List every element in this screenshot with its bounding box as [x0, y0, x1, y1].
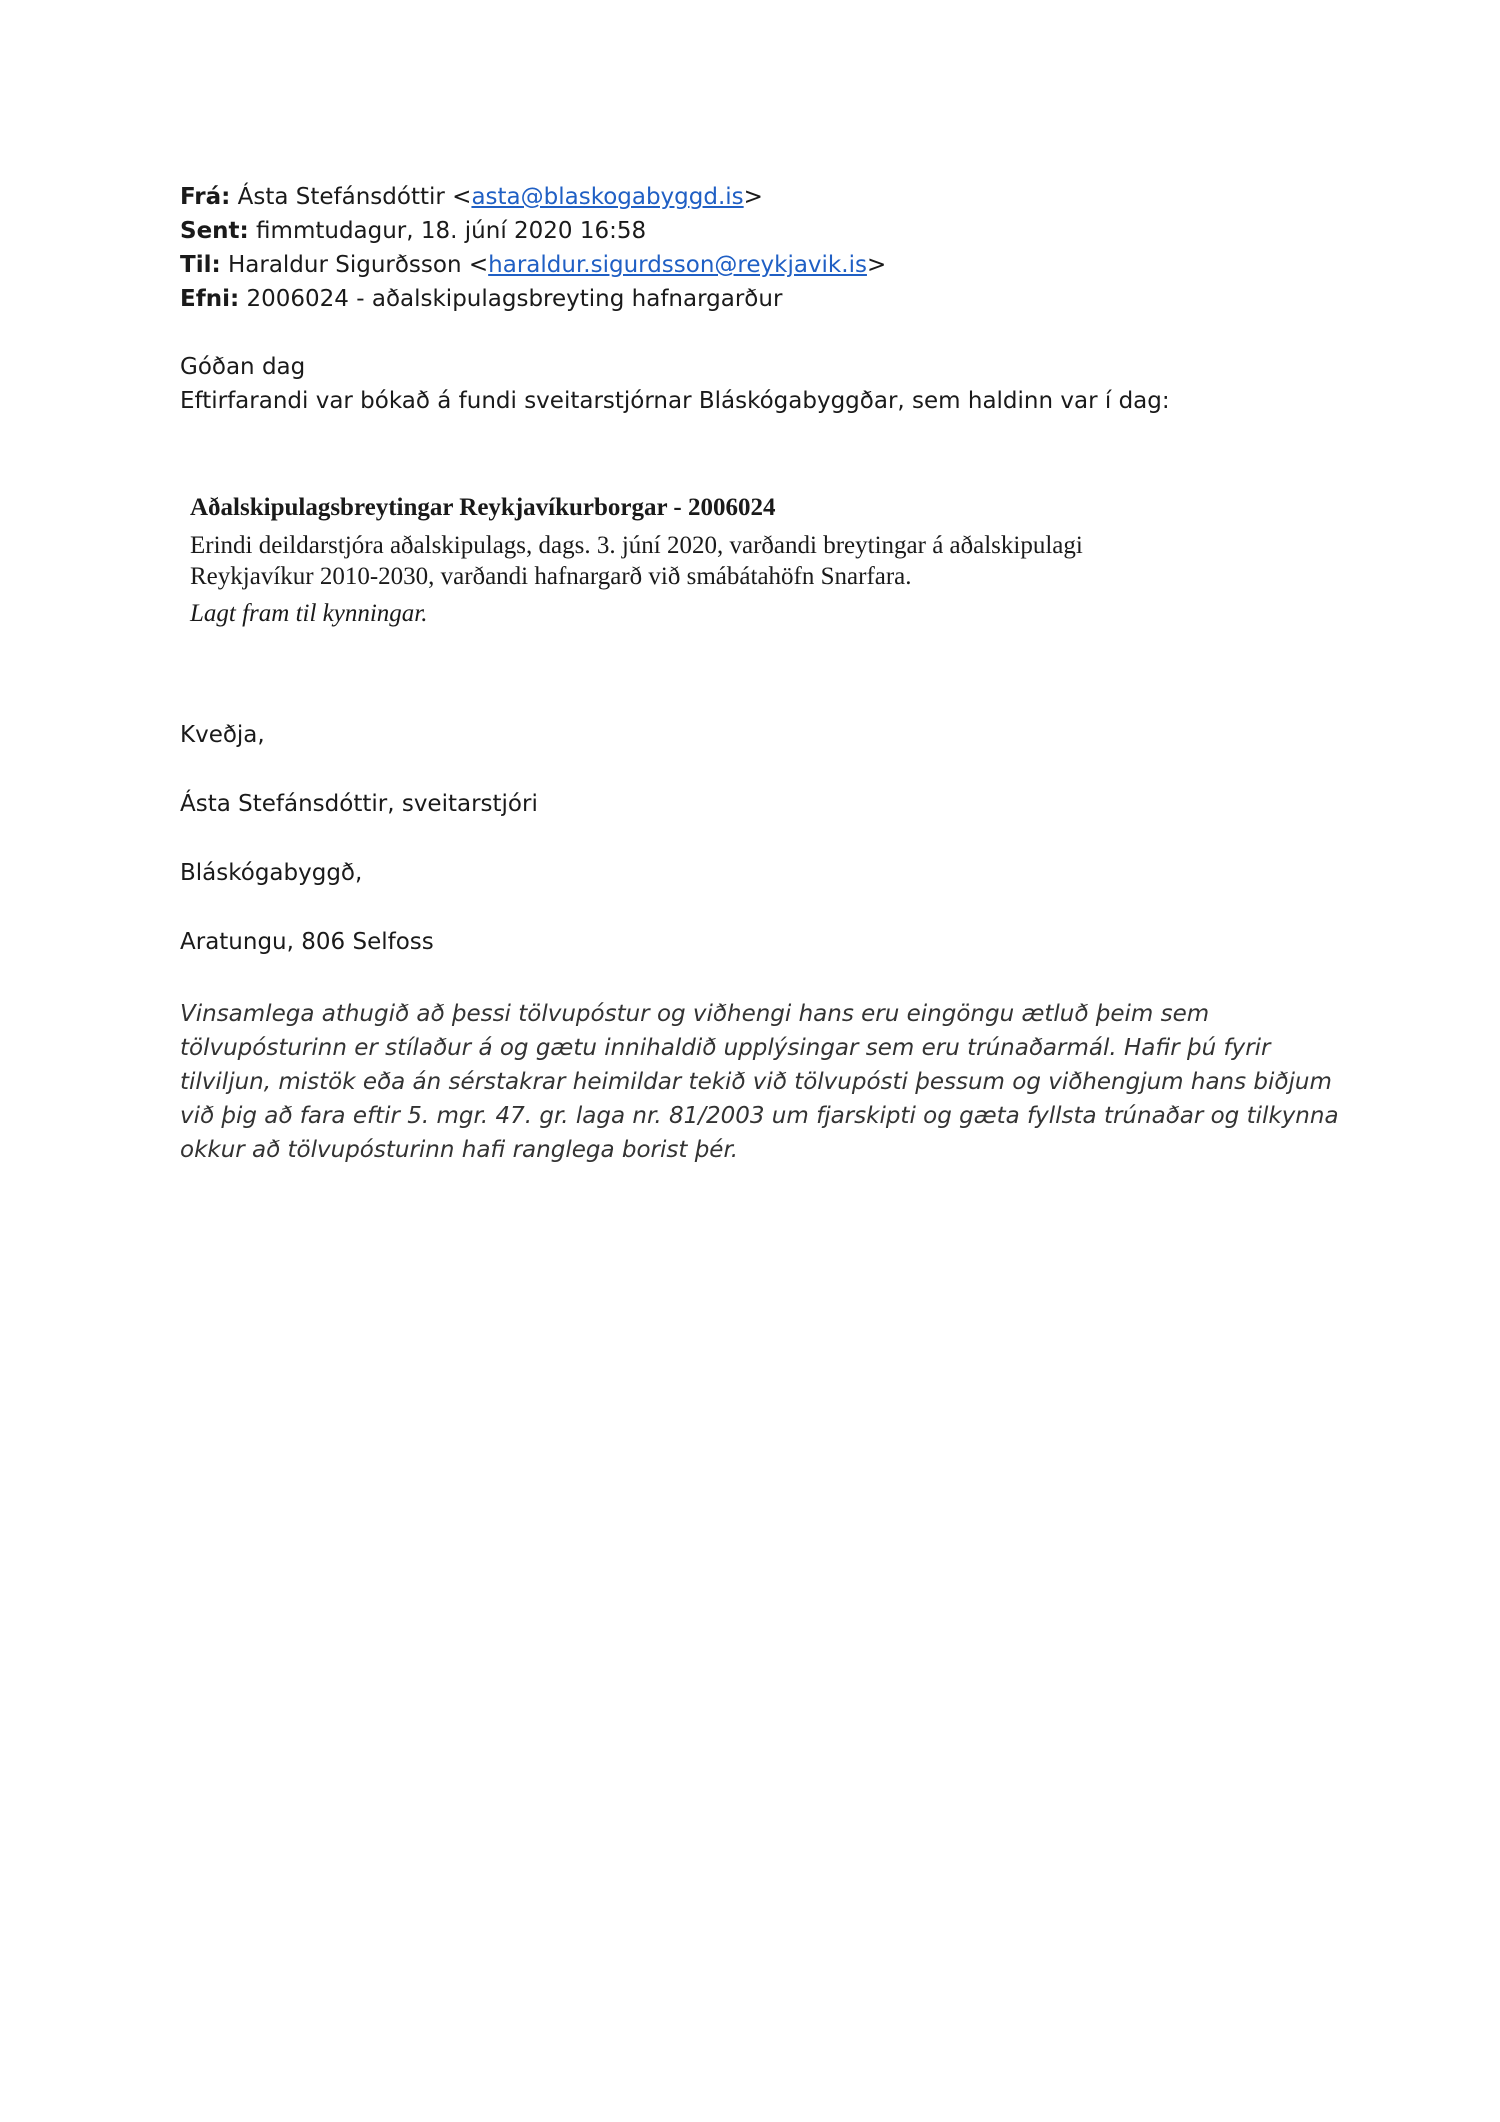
sent-value: fimmtudagur, 18. júní 2020 16:58: [256, 218, 647, 244]
minute-body-line-1: Erindi deildarstjóra aðalskipulags, dags. 3. júní 2020, varðandi breytingar á aðalskipulagi: [190, 532, 1083, 559]
disclaimer-line: við þig að fara eftir 5. mgr. 47. gr. laga nr. 81/2003 um fjarskipti og gæta fyllsta trúnaðar og tilkynna: [180, 1103, 1339, 1129]
signer-name-title: Ásta Stefánsdóttir, sveitarstjóri: [180, 791, 538, 817]
disclaimer-line: tilviljun, mistök eða án sérstakrar heimildar tekið við tölvupósti þessum og viðhengjum hans biðjum: [180, 1069, 1332, 1095]
from-line: [180, 180, 1360, 214]
greeting-line: Góðan dag: [180, 354, 306, 380]
subject-label: Efni:: [180, 286, 240, 312]
to-name: Haraldur Sigurðsson: [227, 252, 462, 278]
to-line: [180, 248, 1360, 282]
closing: Kveðja,: [180, 722, 265, 748]
signature-block: [180, 718, 1360, 994]
minute-title: Aðalskipulagsbreytingar Reykjavíkurborgar - 2006024: [190, 494, 776, 521]
signer-organization: Bláskógabyggð,: [180, 860, 363, 886]
disclaimer-line: tölvupósturinn er stílaður á og gætu innihaldið upplýsingar sem eru trúnaðarmál. Hafir þú fyrir: [180, 1035, 1271, 1061]
from-label: Frá:: [180, 184, 231, 210]
from-email-link[interactable]: asta@blaskogabyggd.is: [471, 184, 744, 210]
to-email-link[interactable]: haraldur.sigurdsson@reykjavik.is: [488, 252, 867, 278]
to-label: Til:: [180, 252, 221, 278]
from-bracket-close: >: [743, 184, 763, 210]
disclaimer-line: Vinsamlega athugið að þessi tölvupóstur og viðhengi hans eru eingöngu ætluð þeim sem: [180, 1001, 1210, 1027]
sent-label: Sent:: [180, 218, 249, 244]
subject-line: [180, 282, 1360, 316]
signer-address: Aratungu, 806 Selfoss: [180, 929, 434, 955]
meeting-minute: [190, 490, 1290, 632]
to-bracket-close: >: [866, 252, 887, 278]
disclaimer-line: okkur að tölvupósturinn hafi ranglega borist þér.: [180, 1137, 739, 1163]
minute-body-line-2: Reykjavíkur 2010-2030, varðandi hafnargarð við smábátahöfn Snarfara.: [190, 563, 912, 590]
minute-body: [190, 530, 1290, 592]
intro-line: Eftirfarandi var bókað á fundi sveitarstjórnar Bláskógabyggðar, sem haldinn var í dag:: [180, 388, 1170, 414]
minute-note: Lagt fram til kynningar.: [190, 600, 428, 627]
to-bracket-open: <: [468, 252, 489, 278]
sent-line: [180, 214, 1360, 248]
from-name: Ásta Stefánsdóttir: [237, 184, 445, 210]
email-header: [180, 180, 1360, 316]
subject-value: 2006024 - aðalskipulagsbreyting hafnargarður: [246, 286, 783, 312]
greeting-block: [180, 350, 1360, 418]
confidentiality-disclaimer: [180, 997, 1370, 1167]
from-bracket-open: <: [452, 184, 472, 210]
